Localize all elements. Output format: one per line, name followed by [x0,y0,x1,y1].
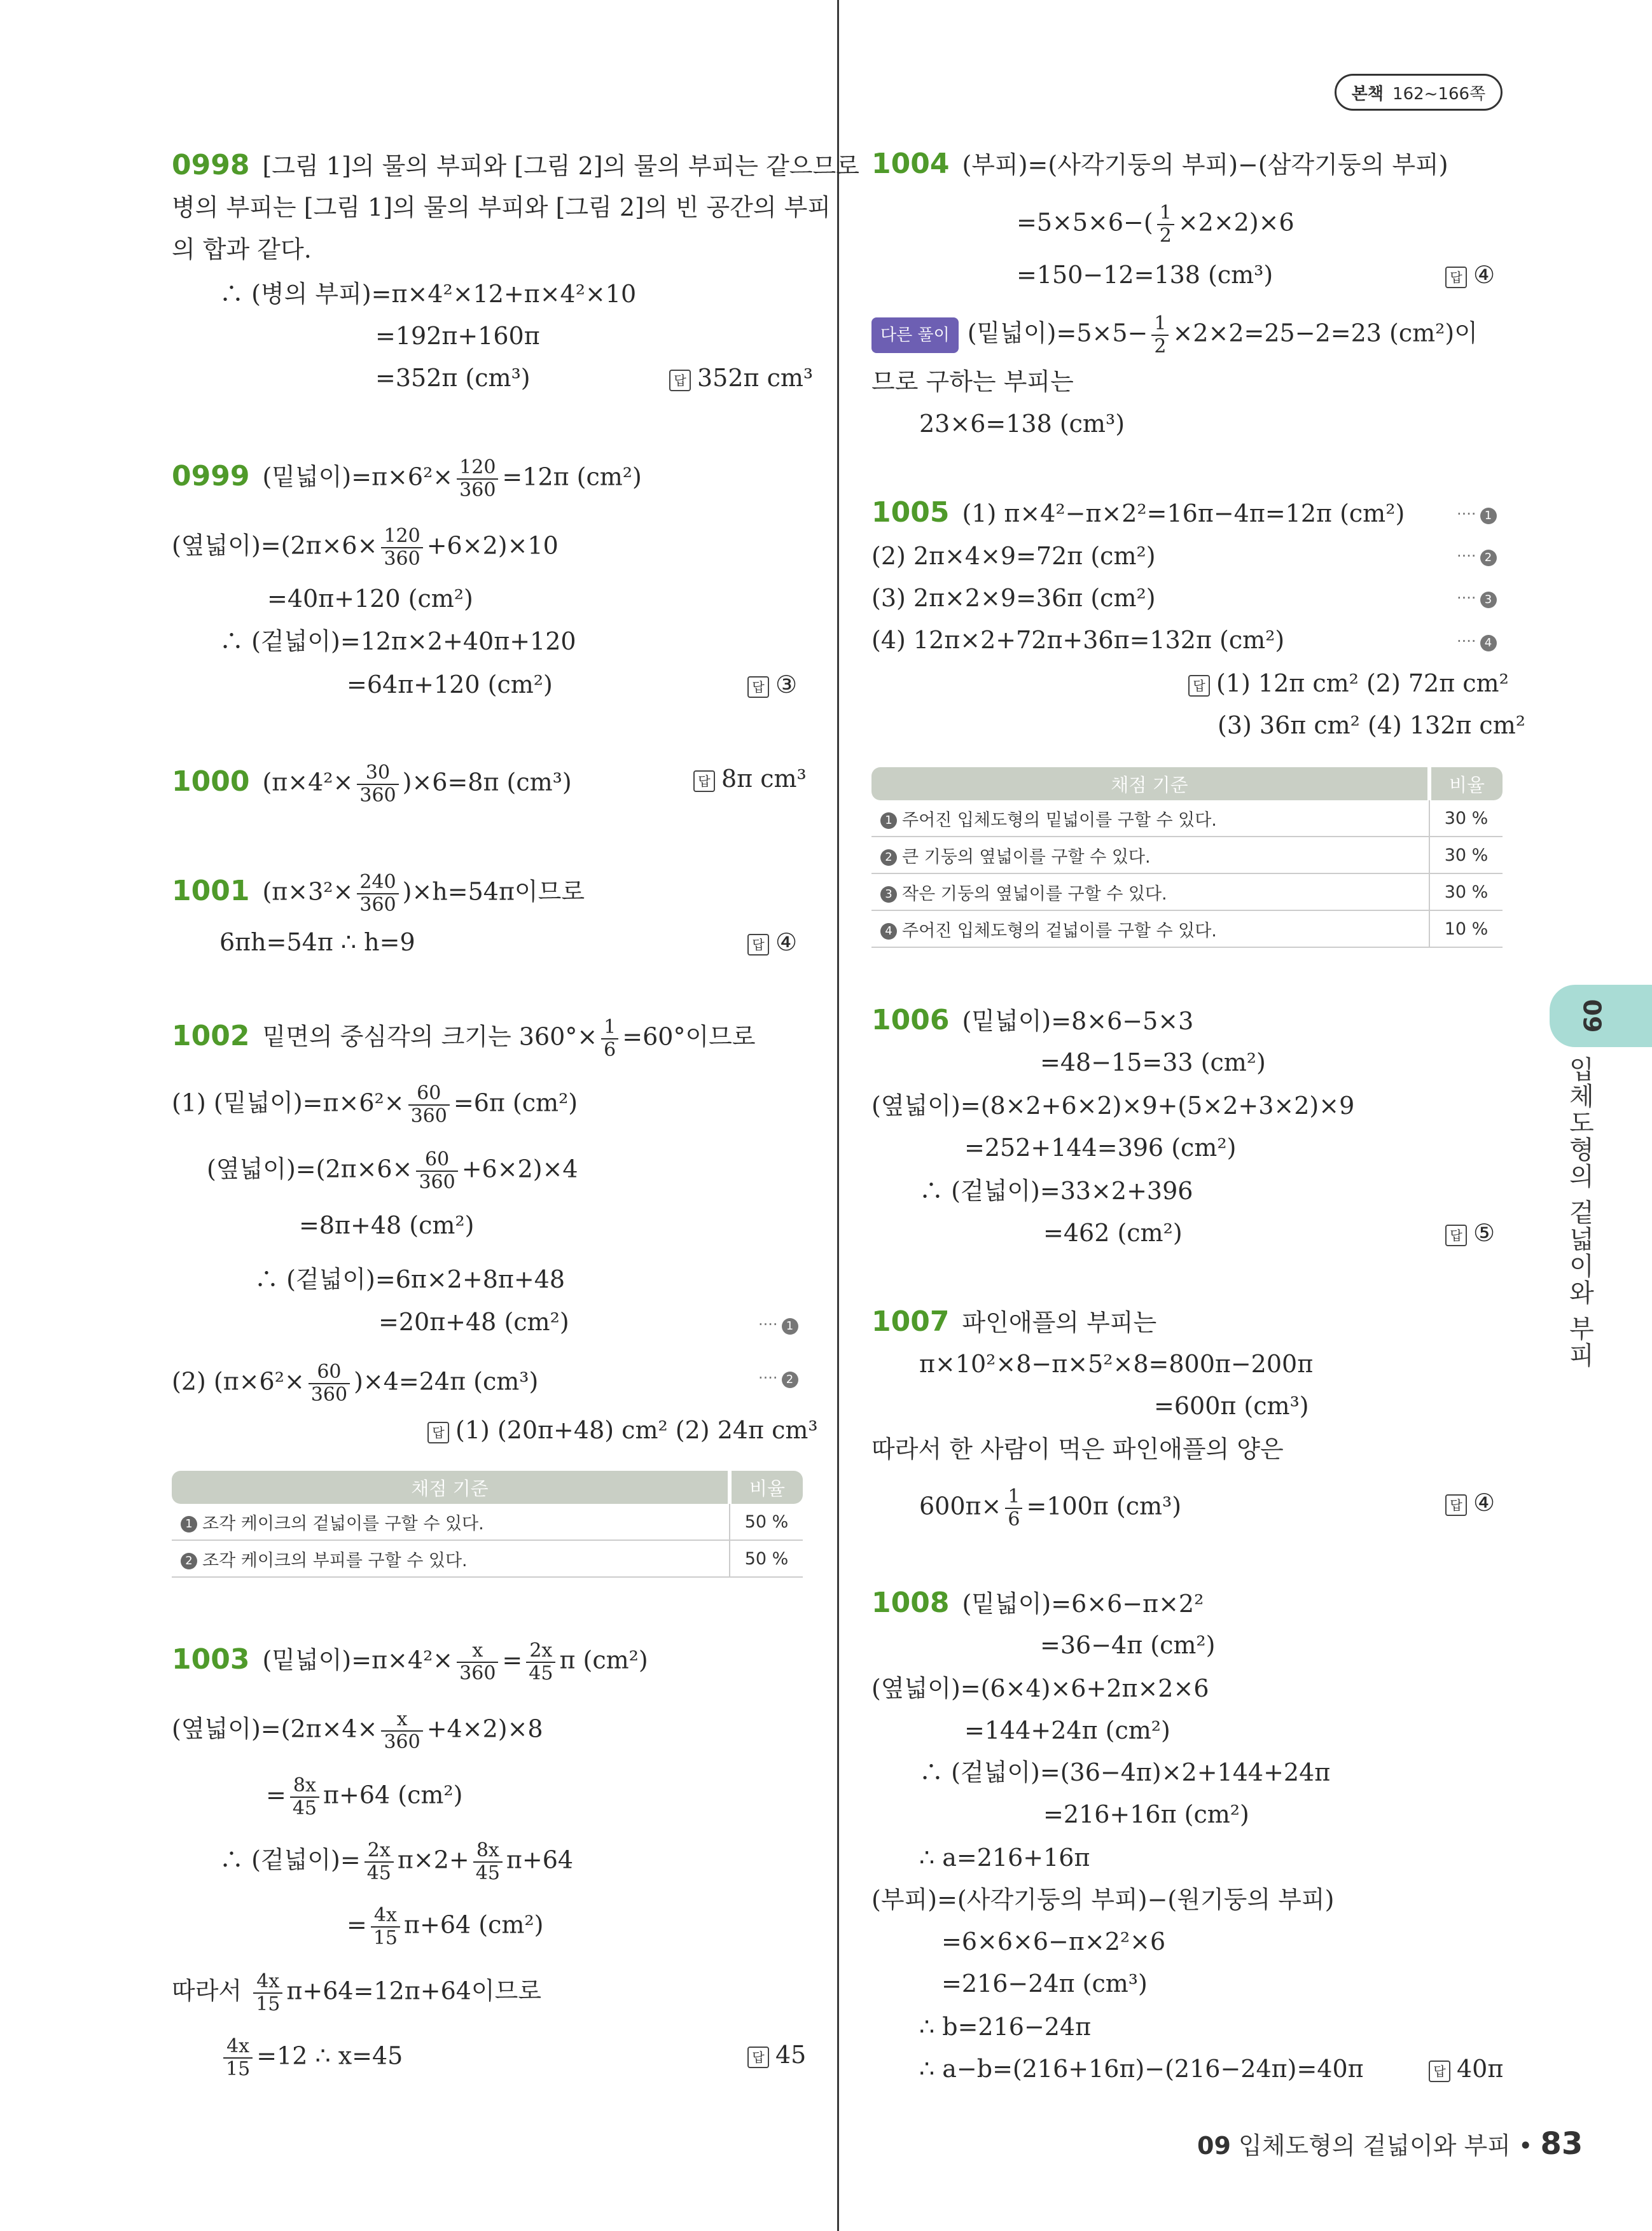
problem-1008-line8: (부피)=(사각기둥의 부피)−(원기둥의 부피) [871,1886,1335,1914]
problem-number: 0998 [172,149,250,181]
fraction: $\frac{1}{2}$ [1157,202,1174,247]
problem-1003-line7: $\frac{4x}{15}$ =12 ∴ x=45 [219,2036,403,2080]
problem-number: 1005 [871,496,950,529]
problem-1008-line12: ∴ a−b=(216+16π)−(216−24π)=40π [919,2055,1364,2083]
fraction: $\frac{1}{2}$ [1151,313,1169,358]
fraction: $\frac{x}{360}$ [381,1709,422,1753]
problem-1007-line4: 따라서 한 사람이 먹은 파인애플의 양은 [871,1435,1284,1463]
problem-1002-line7: (2) (π×6²× $\frac{60}{360}$ )×4=24π (cm³) [172,1361,539,1406]
problem-1005-line3: (3) 2π×2×9=36π (cm²) [871,584,1156,612]
answer-1006: 답 ⑤ [1445,1216,1495,1249]
table-row: 3 작은 기둥의 옆넓이를 구할 수 있다. 30 % [871,873,1503,910]
problem-1008-line10: =216−24π (cm³) [941,1970,1148,1998]
table-row: 2 큰 기둥의 옆넓이를 구할 수 있다. 30 % [871,837,1503,873]
problem-1008-line3: (옆넓이)=(6×4)×6+2π×2×6 [871,1674,1209,1702]
answer-icon: 답 [1188,675,1210,697]
fraction: $\frac{60}{360}$ [416,1149,457,1193]
fraction: $\frac{2x}{45}$ [364,1840,394,1884]
page-range-badge [1335,74,1503,111]
problem-1006-line2: =48−15=33 (cm²) [1040,1048,1266,1076]
problem-1005-line1: 1005 (1) π×4²−π×2²=16π−4π=12π (cm²) [871,496,1405,529]
chapter-side-title: 입체도형의 겉넓이와 부피 [1565,1056,1594,1369]
problem-1006-line6: =462 (cm²) [1043,1219,1183,1247]
problem-1006-line4: =252+144=396 (cm²) [964,1134,1237,1162]
problem-1003-line3: = $\frac{8x}{45}$ π+64 (cm²) [266,1774,463,1819]
fraction: $\frac{8x}{45}$ [473,1840,503,1884]
problem-1008-line11: ∴ b=216−24π [919,2013,1092,2041]
alternative-solution-tag: 다른 풀이 [871,317,959,353]
problem-1003-line2: (옆넓이)=(2π×4× $\frac{x}{360}$ +4×2)×8 [172,1708,543,1753]
answer-1001: 답 ④ [747,926,797,959]
problem-1007-line3: =600π (cm³) [1154,1392,1309,1420]
table-row: 1 주어진 입체도형의 밑넓이를 구할 수 있다. 30 % [871,800,1503,837]
problem-0999-line4: ∴ (겉넓이)=12π×2+40π+120 [219,627,576,655]
problem-1001-line1: 1001 (π×3²× $\frac{240}{360}$ )×h=54π이므로 [172,871,585,916]
step-marker-4: ···· 4 [1457,632,1497,651]
fraction: $\frac{4x}{15}$ [253,1971,282,2015]
problem-0999-line5: =64π+120 (cm²) [347,671,553,698]
badge-label: 본책 [1351,84,1384,104]
problem-0998-line6: =352π (cm³) [375,364,531,392]
problem-1004-line4: 다른 풀이 (밑넓이)=5×5− $\frac{1}{2}$ ×2×2=25−2=23 (cm²)이 [871,313,1478,358]
problem-1008-line6: =216+16π (cm²) [1043,1800,1249,1828]
problem-0998-line5: =192π+160π [375,322,540,350]
grading-table-1005: 채점 기준 비율 1 주어진 입체도형의 밑넓이를 구할 수 있다. 30 % 2 큰 기둥의 옆넓이를 구할 수 있다. 30 % 3 작은 기둥의 옆넓이를 구할 수 있다. 30 % 4 주어진 입체도형의 겉넓이를 구할 수 있다. 10 % [871,767,1503,948]
answer-icon: 답 [747,676,769,698]
fraction: $\frac{1}{6}$ [1005,1486,1022,1531]
problem-1008-line1: 1008 (밑넓이)=6×6−π×2² [871,1587,1204,1619]
answer-icon: 답 [1445,1494,1467,1516]
problem-1003-line4: ∴ (겉넓이)= $\frac{2x}{45}$ π×2+ $\frac{8x}{45}$ π+64 [219,1839,574,1884]
answer-1005-b: (3) 36π cm² (4) 132π cm² [1218,711,1525,739]
fraction: $\frac{4x}{15}$ [371,1905,400,1949]
problem-number: 1008 [871,1587,950,1619]
badge-pages: 162~166쪽 [1392,84,1486,104]
problem-0998-line3: 의 합과 같다. [172,235,312,263]
answer-1007: 답 ④ [1445,1486,1495,1519]
answer-1000: 답 8π cm³ [693,762,807,795]
problem-1004-line1: 1004 (부피)=(사각기둥의 부피)−(삼각기둥의 부피) [871,148,1448,180]
problem-1003-line6: 따라서 $\frac{4x}{15}$ π+64=12π+64이므로 [172,1970,542,2015]
problem-number: 1004 [871,148,950,180]
problem-0998-line2: 병의 부피는 [그림 1]의 물의 부피와 [그림 2]의 빈 공간의 부피 [172,193,831,221]
problem-number: 1002 [172,1019,250,1052]
problem-0999-line3: =40π+120 (cm²) [267,585,473,613]
column-divider [837,0,839,2231]
problem-1002-line6: =20π+48 (cm²) [378,1308,569,1336]
answer-icon: 답 [1429,2061,1450,2082]
problem-1000-line1: 1000 (π×4²× $\frac{30}{360}$ )×6=8π (cm³) [172,761,572,807]
problem-0999-line1: 0999 (밑넓이)=π×6²× $\frac{120}{360}$ =12π (cm²) [172,456,642,501]
step-marker-2: ···· 2 [758,1369,798,1388]
problem-1004-line5: 므로 구하는 부피는 [871,368,1074,396]
problem-1007-line1: 1007 파인애플의 부피는 [871,1305,1157,1338]
fraction: $\frac{2x}{45}$ [526,1640,555,1685]
fraction: $\frac{240}{360}$ [357,872,398,916]
problem-1007-line5: 600π× $\frac{1}{6}$ =100π (cm³) [919,1485,1182,1531]
problem-1008-line4: =144+24π (cm²) [964,1716,1170,1744]
problem-1008-line7: ∴ a=216+16π [919,1844,1090,1872]
problem-0998-line1: 0998 [그림 1]의 물의 부피와 [그림 2]의 물의 부피는 같으므로 [172,149,859,181]
answer-icon: 답 [669,370,691,391]
problem-1002-line3: (옆넓이)=(2π×6× $\frac{60}{360}$ +6×2)×4 [207,1148,578,1193]
problem-1005-line2: (2) 2π×4×9=72π (cm²) [871,542,1156,570]
answer-icon: 답 [747,2047,769,2068]
problem-1006-line1: 1006 (밑넓이)=8×6−5×3 [871,1004,1194,1036]
answer-icon: 답 [1445,267,1467,288]
fraction: $\frac{60}{360}$ [408,1083,450,1127]
fraction: $\frac{120}{360}$ [457,457,498,501]
answer-0999: 답 ③ [747,668,797,701]
table-row: 2 조각 케이크의 부피를 구할 수 있다. 50 % [172,1540,803,1577]
answer-0998: 답 352π cm³ [669,361,813,394]
fraction: $\frac{60}{360}$ [309,1361,350,1406]
step-marker-1: ···· 1 [1457,505,1497,524]
answer-1002: 답 (1) (20π+48) cm² (2) 24π cm³ [427,1414,818,1447]
answer-icon: 답 [693,770,715,792]
chapter-tab[interactable]: 09 [1550,985,1652,1047]
answer-1005-a: 답 (1) 12π cm² (2) 72π cm² [1188,667,1509,700]
problem-1003-line5: = $\frac{4x}{15}$ π+64 (cm²) [347,1904,544,1949]
problem-1008-line9: =6×6×6−π×2²×6 [941,1928,1166,1956]
problem-number: 1003 [172,1643,250,1676]
answer-1008: 답 40π [1429,2052,1503,2085]
answer-1003: 답 45 [747,2038,806,2071]
table-row: 4 주어진 입체도형의 겉넓이를 구할 수 있다. 10 % [871,910,1503,947]
problem-1006-line3: (옆넓이)=(8×2+6×2)×9+(5×2+3×2)×9 [871,1092,1355,1120]
problem-1008-line2: =36−4π (cm²) [1040,1631,1216,1659]
table-row: 1 조각 케이크의 겉넓이를 구할 수 있다. 50 % [172,1504,803,1540]
problem-0998-line4: ∴ (병의 부피)=π×4²×12+π×4²×10 [219,280,637,308]
step-marker-1: ···· 1 [758,1316,798,1335]
fraction: $\frac{120}{360}$ [381,525,422,570]
problem-number: 1001 [172,874,250,907]
step-marker-2: ···· 2 [1457,547,1497,566]
problem-1001-line2: 6πh=54π ∴ h=9 [219,928,415,956]
answer-icon: 답 [1445,1225,1467,1246]
fraction: $\frac{30}{360}$ [357,762,398,807]
fraction: $\frac{4x}{15}$ [223,2036,253,2080]
problem-number: 1007 [871,1305,950,1338]
fraction: $\frac{8x}{45}$ [290,1775,319,1819]
answer-icon: 답 [427,1422,449,1443]
problem-1005-line4: (4) 12π×2+72π+36π=132π (cm²) [871,626,1285,654]
problem-1008-line5: ∴ (겉넓이)=(36−4π)×2+144+24π [919,1758,1331,1786]
problem-1002-line2: (1) (밑넓이)=π×6²× $\frac{60}{360}$ =6π (cm²) [172,1082,578,1127]
problem-1007-line2: π×10²×8−π×5²×8=800π−200π [919,1350,1314,1378]
problem-number: 1000 [172,765,250,798]
problem-1003-line1: 1003 (밑넓이)=π×4²× $\frac{x}{360}$ = $\frac{2x}{45}$ π (cm²) [172,1639,648,1685]
problem-1002-line1: 1002 밑면의 중심각의 크기는 360°× $\frac{1}{6}$ =60°이므로 [172,1016,756,1061]
answer-icon: 답 [747,934,769,956]
grading-table-1002: 채점 기준 비율 1 조각 케이크의 겉넓이를 구할 수 있다. 50 % 2 조각 케이크의 부피를 구할 수 있다. 50 % [172,1471,803,1578]
problem-1002-line4: =8π+48 (cm²) [299,1211,475,1239]
problem-1006-line5: ∴ (겉넓이)=33×2+396 [919,1177,1193,1205]
problem-1004-line2: =5×5×6−( $\frac{1}{2}$ ×2×2)×6 [1017,202,1295,247]
problem-1004-line6: 23×6=138 (cm³) [919,410,1125,438]
fraction: $\frac{x}{360}$ [457,1640,498,1685]
problem-number: 1006 [871,1004,950,1036]
page-number: 83 [1540,2126,1583,2162]
answer-1004: 답 ④ [1445,258,1495,291]
problem-1002-line5: ∴ (겉넓이)=6π×2+8π+48 [254,1265,566,1293]
page-footer: 09 입체도형의 겉넓이와 부피 • 83 [1197,2126,1583,2162]
problem-number: 0999 [172,459,250,492]
problem-0999-line2: (옆넓이)=(2π×6× $\frac{120}{360}$ +6×2)×10 [172,525,559,570]
step-marker-3: ···· 3 [1457,589,1497,608]
fraction: $\frac{1}{6}$ [601,1017,618,1061]
problem-1004-line3: =150−12=138 (cm³) [1017,261,1274,289]
